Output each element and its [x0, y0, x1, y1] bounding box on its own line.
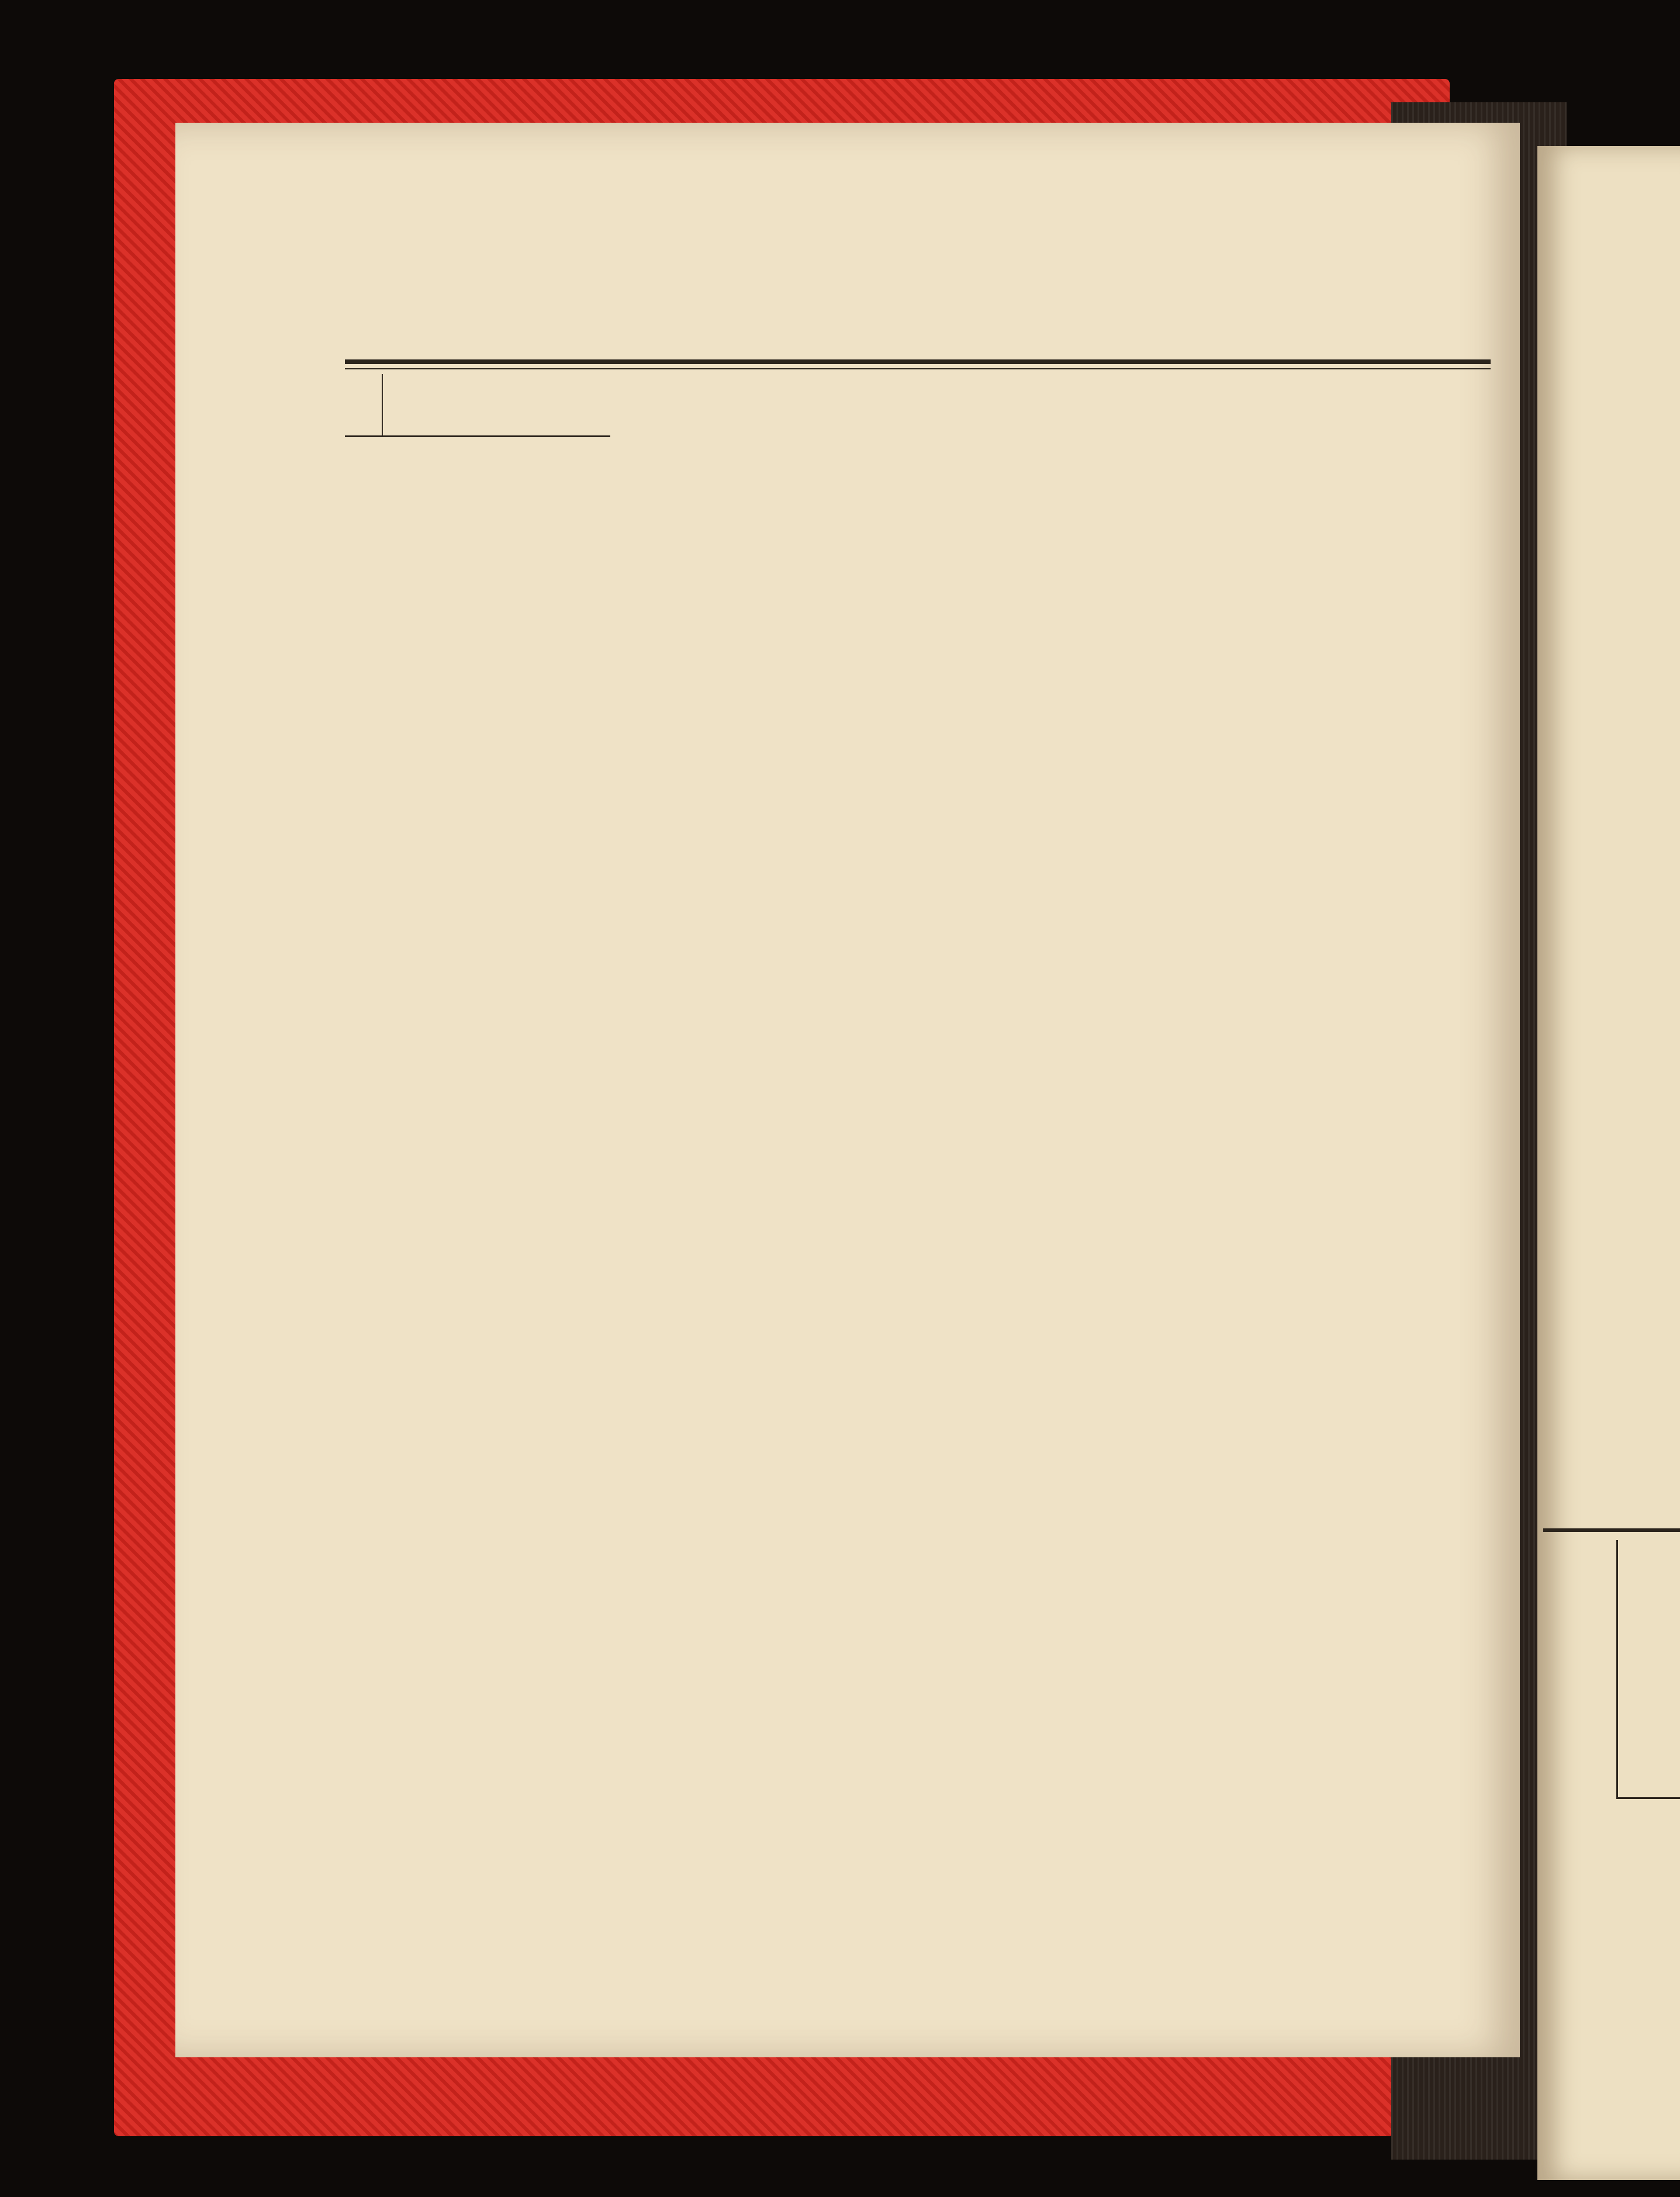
header-label-blank — [382, 374, 610, 437]
right-page — [1537, 146, 1680, 2180]
right-page-table-fragment — [1616, 1540, 1680, 1799]
table-sub-rule — [345, 368, 1491, 369]
header-row — [345, 374, 1491, 437]
header-blank — [345, 374, 382, 437]
table-top-rule — [345, 359, 1491, 364]
right-page-rule — [1543, 1528, 1680, 1532]
statistics-table — [345, 374, 1491, 437]
